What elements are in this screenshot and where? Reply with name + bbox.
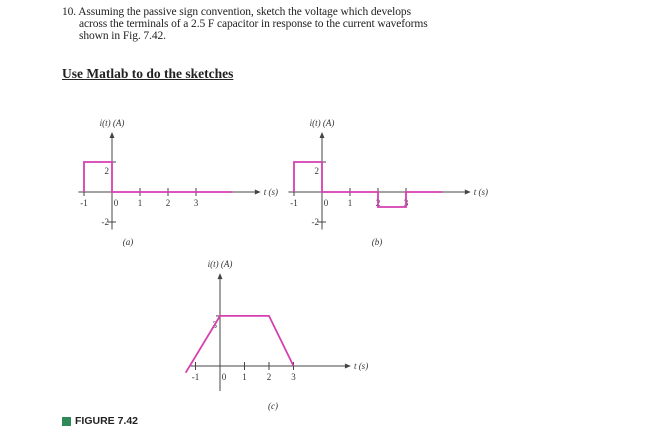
x-tick-label: 1 bbox=[347, 198, 353, 208]
waveform-trace bbox=[186, 316, 294, 373]
problem-line-2: across the terminals of a 2.5 F capacitor in response to the current waveforms bbox=[79, 18, 428, 30]
x-axis-arrow-icon bbox=[255, 190, 261, 195]
matlab-instruction: Use Matlab to do the sketches bbox=[62, 66, 234, 81]
x-axis-arrow-icon bbox=[345, 364, 351, 369]
y-axis-arrow-icon bbox=[218, 273, 223, 279]
y-axis-label: i(t) (A) bbox=[99, 118, 125, 128]
y-tick-label: 3 bbox=[212, 319, 217, 330]
x-tick-label: -1 bbox=[191, 372, 200, 382]
chart-panel-1 bbox=[78, 118, 278, 247]
figure-caption bbox=[62, 415, 138, 427]
x-axis-arrow-icon bbox=[465, 190, 471, 195]
x-axis-label: t (s) bbox=[263, 187, 279, 197]
x-tick-label: -1 bbox=[80, 198, 88, 208]
problem-line-3: shown in Fig. 7.42. bbox=[79, 30, 166, 42]
x-tick-label: 2 bbox=[266, 372, 272, 382]
x-tick-label: 0 bbox=[221, 372, 227, 382]
x-tick-label: 3 bbox=[403, 198, 409, 208]
x-tick-label: -1 bbox=[290, 198, 298, 208]
x-tick-label: 1 bbox=[137, 198, 143, 208]
x-axis-label: t (s) bbox=[353, 361, 369, 371]
y-tick-label: -2 bbox=[101, 217, 109, 227]
panel-label: (c) bbox=[268, 401, 278, 411]
problem-line-1: 10. Assuming the passive sign convention, sketch the voltage which develops bbox=[62, 6, 411, 18]
chart-panel-2 bbox=[288, 118, 488, 247]
y-axis-arrow-icon bbox=[320, 132, 325, 138]
figure-caption-text: FIGURE 7.42 bbox=[75, 415, 139, 427]
panel-label: (a) bbox=[122, 237, 134, 247]
x-tick-label: 3 bbox=[291, 372, 296, 382]
x-tick-label: 2 bbox=[375, 198, 381, 208]
x-axis-label: t (s) bbox=[473, 187, 489, 197]
y-axis-label: i(t) (A) bbox=[309, 118, 335, 128]
caption-square-icon bbox=[62, 417, 71, 426]
y-tick-label: -2 bbox=[311, 217, 319, 227]
panel-label: (b) bbox=[371, 237, 383, 247]
y-tick-label: 2 bbox=[104, 166, 109, 176]
x-tick-label: 0 bbox=[113, 198, 119, 208]
y-axis-label: i(t) (A) bbox=[207, 259, 233, 270]
x-tick-label: 1 bbox=[242, 372, 247, 382]
y-axis-arrow-icon bbox=[110, 132, 115, 138]
x-tick-label: 2 bbox=[165, 198, 171, 208]
y-tick-label: 2 bbox=[314, 166, 319, 176]
chart-panel-3 bbox=[186, 259, 369, 411]
x-tick-label: 3 bbox=[193, 198, 199, 208]
x-tick-label: 0 bbox=[323, 198, 329, 208]
